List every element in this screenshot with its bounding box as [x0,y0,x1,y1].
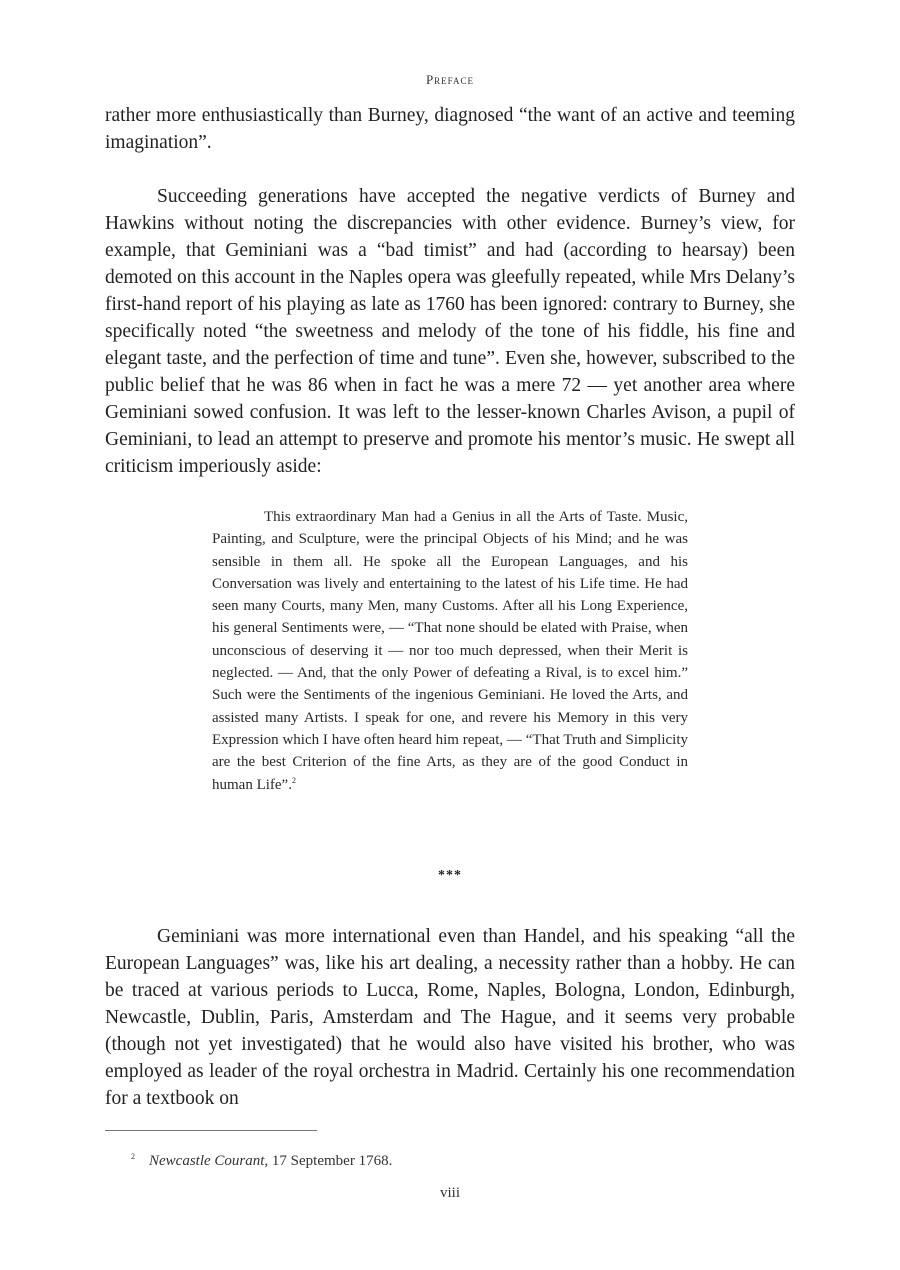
footnote-number: 2 [131,1152,135,1161]
paragraph-second-text: Succeeding generations have accepted the negative verdicts of Burney and Hawkins without noting the discrepancies with other evidence. Burney’s view, for example, that Geminiani was a “bad timist” and had (according to hearsay) been demoted on this account in the Naples opera was gleefully repeated, while Mrs Delany’s first-hand report of his playing as late as 1760 has been ignored: contrary to Burney, she specifically noted “the sweetness and melody of the tone of his fiddle, his fine and elegant taste, and the perfection of time and tune”. Even she, however, subscribed to the public belief that he was 86 when in fact he was a mere 72 — yet another area where Geminiani sowed confusion. It was left to the lesser-known Charles Avison, a pupil of Geminiani, to lead an attempt to preserve and promote his mentor’s music. He swept all criticism imperiously aside: [105,186,795,477]
paragraph-continuation-text: rather more enthusiastically than Burney, diagnosed “the want of an active and teeming imagination”. [105,105,795,153]
footnote-date: , 17 September 1768. [264,1153,393,1169]
running-head: Preface [425,72,475,87]
paragraph-third [105,923,795,1112]
paragraph-third-text: Geminiani was more international even than Handel, and his speaking “all the European Languages” was, like his art dealing, a necessity rather than a hobby. He can be traced at various periods to Lucca, Rome, Naples, Bologna, London, Edinburgh, Newcastle, Dublin, Paris, Amsterdam and The Hague, and it seems very probable (though not yet investigated) that he would also have visited his brother, who was employed as leader of the royal orchestra in Madrid. Certainly his one recommendation for a textbook on [105,926,795,1109]
footnote-divider [105,1130,317,1131]
paragraph-continuation [105,102,795,156]
block-quotation-paragraph [212,506,688,796]
block-quotation-text: This extraordinary Man had a Genius in all the Arts of Taste. Music, Painting, and Sculpture, were the principal Objects of his Mind; and he was sensible in them all. He spoke all the European Languages, and his Conversation was lively and entertaining to the latest of his Life time. He had seen many Courts, many Men, many Customs. After all his Long Experience, his general Sentiments were, — “That none should be elated with Praise, when unconscious of deserving it — nor too much depressed, when their Merit is neglected. — And, that the only Power of defeating a Rival, is to excel him.” Such were the Sentiments of the ingenious Geminiani. He loved the Arts, and assisted many Artists. I speak for one, and revere his Memory in this very Expression which I have often heard him repeat, — “That Truth and Simplicity are the best Criterion of the fine Arts, as they are of the good Conduct in human Life”. [212,509,688,793]
footnote-source: Newcastle Courant [149,1153,265,1169]
footnote [131,1147,392,1171]
section-break-asterisks: *** [438,868,462,883]
footnote-reference: 2 [291,775,296,785]
paragraph-second [105,183,795,480]
page-number: viii [439,1185,460,1201]
block-quotation [212,506,688,796]
